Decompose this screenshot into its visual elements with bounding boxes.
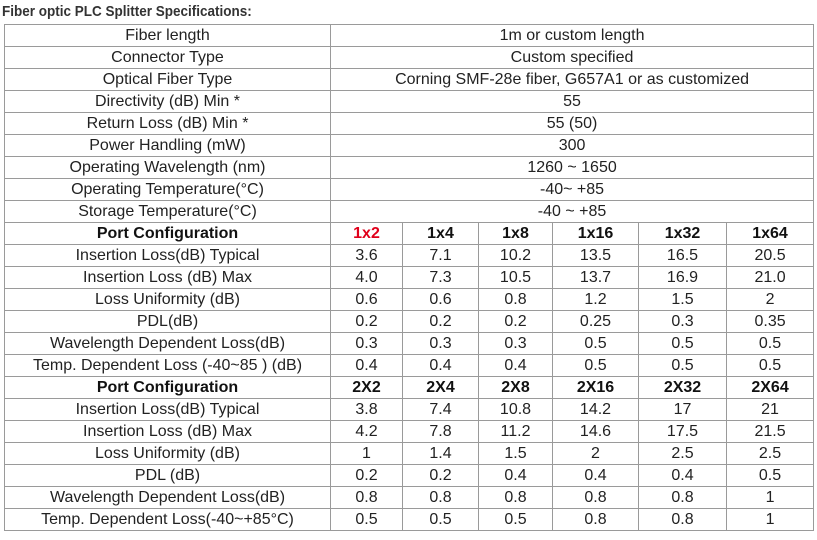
- spec-value: 10.5: [479, 267, 553, 289]
- spec-value: 0.6: [403, 289, 479, 311]
- spec-value: 21.5: [727, 421, 814, 443]
- spec-value: 1.5: [639, 289, 727, 311]
- port-header: 1x2: [331, 223, 403, 245]
- table-row: [5, 25, 814, 47]
- port-header: 2X64: [727, 377, 814, 399]
- spec-value: 0.4: [639, 465, 727, 487]
- spec-value: 7.1: [403, 245, 479, 267]
- table-row: [5, 421, 814, 443]
- spec-value: 17.5: [639, 421, 727, 443]
- spec-value: 1.2: [553, 289, 639, 311]
- spec-label: Fiber length: [5, 25, 331, 47]
- port-header: 1x64: [727, 223, 814, 245]
- table-row: [5, 179, 814, 201]
- port-header: 2X4: [403, 377, 479, 399]
- spec-value: 2: [727, 289, 814, 311]
- spec-value: 3.6: [331, 245, 403, 267]
- spec-value: 0.2: [479, 311, 553, 333]
- spec-value: 16.5: [639, 245, 727, 267]
- table-row: [5, 289, 814, 311]
- port-configuration-header-row: [5, 223, 814, 245]
- table-body: [5, 25, 814, 531]
- port-header: 2X16: [553, 377, 639, 399]
- spec-value: 4.0: [331, 267, 403, 289]
- spec-value: 0.2: [331, 311, 403, 333]
- page-title: Fiber optic PLC Splitter Specifications:: [2, 3, 252, 20]
- table-row: [5, 509, 814, 531]
- spec-value: 11.2: [479, 421, 553, 443]
- spec-label: Wavelength Dependent Loss(dB): [5, 333, 331, 355]
- spec-value: 300: [331, 135, 814, 157]
- table-row: [5, 399, 814, 421]
- table-row: [5, 201, 814, 223]
- spec-value: -40 ~ +85: [331, 201, 814, 223]
- spec-label: Insertion Loss(dB) Typical: [5, 245, 331, 267]
- spec-value: 0.5: [553, 355, 639, 377]
- spec-value: 21.0: [727, 267, 814, 289]
- spec-value: 0.8: [553, 487, 639, 509]
- spec-value: 0.4: [479, 355, 553, 377]
- table-row: [5, 355, 814, 377]
- port-header: 2X8: [479, 377, 553, 399]
- spec-value: 0.5: [403, 509, 479, 531]
- spec-value: 0.5: [727, 355, 814, 377]
- table-row: [5, 487, 814, 509]
- spec-value: 0.5: [639, 355, 727, 377]
- spec-value: 0.6: [331, 289, 403, 311]
- port-header: 1x32: [639, 223, 727, 245]
- spec-value: 0.8: [479, 487, 553, 509]
- spec-value: 13.5: [553, 245, 639, 267]
- spec-value: 0.2: [331, 465, 403, 487]
- spec-value: 2.5: [727, 443, 814, 465]
- table-row: [5, 135, 814, 157]
- specifications-table: [4, 24, 814, 531]
- spec-label: Temp. Dependent Loss (-40~85 ) (dB): [5, 355, 331, 377]
- spec-value: 7.3: [403, 267, 479, 289]
- table-row: [5, 465, 814, 487]
- port-header: 2X32: [639, 377, 727, 399]
- spec-label: Connector Type: [5, 47, 331, 69]
- spec-value: 0.2: [403, 311, 479, 333]
- table-row: [5, 157, 814, 179]
- spec-value: 14.2: [553, 399, 639, 421]
- table-row: [5, 267, 814, 289]
- spec-label: Storage Temperature(°C): [5, 201, 331, 223]
- spec-label: Operating Temperature(°C): [5, 179, 331, 201]
- spec-value: 3.8: [331, 399, 403, 421]
- spec-value: 0.35: [727, 311, 814, 333]
- spec-label: Directivity (dB) Min *: [5, 91, 331, 113]
- table-row: [5, 311, 814, 333]
- spec-label: Loss Uniformity (dB): [5, 443, 331, 465]
- table-row: [5, 47, 814, 69]
- table-row: [5, 333, 814, 355]
- spec-value: 16.9: [639, 267, 727, 289]
- spec-value: 2: [553, 443, 639, 465]
- spec-value: 10.2: [479, 245, 553, 267]
- port-header: 1x16: [553, 223, 639, 245]
- spec-value: 0.5: [479, 509, 553, 531]
- table-row: [5, 91, 814, 113]
- spec-label: PDL (dB): [5, 465, 331, 487]
- spec-label: Insertion Loss(dB) Typical: [5, 399, 331, 421]
- port-header: 1x8: [479, 223, 553, 245]
- spec-value: 2.5: [639, 443, 727, 465]
- spec-value: 0.5: [331, 509, 403, 531]
- spec-value: 0.3: [331, 333, 403, 355]
- spec-label: Loss Uniformity (dB): [5, 289, 331, 311]
- spec-value: 1: [727, 509, 814, 531]
- port-configuration-label: Port Configuration: [5, 223, 331, 245]
- spec-value: 1: [727, 487, 814, 509]
- port-configuration-label: Port Configuration: [5, 377, 331, 399]
- spec-value: 10.8: [479, 399, 553, 421]
- spec-value: 55 (50): [331, 113, 814, 135]
- spec-value: Corning SMF-28e fiber, G657A1 or as customized: [331, 69, 814, 91]
- spec-value: 0.25: [553, 311, 639, 333]
- spec-value: Custom specified: [331, 47, 814, 69]
- spec-value: 1.5: [479, 443, 553, 465]
- table-row: [5, 69, 814, 91]
- spec-value: 1: [331, 443, 403, 465]
- spec-value: 21: [727, 399, 814, 421]
- spec-label: Optical Fiber Type: [5, 69, 331, 91]
- table-row: [5, 245, 814, 267]
- port-header: 2X2: [331, 377, 403, 399]
- spec-label: Insertion Loss (dB) Max: [5, 421, 331, 443]
- spec-value: 7.4: [403, 399, 479, 421]
- spec-value: 1.4: [403, 443, 479, 465]
- spec-value: 0.5: [727, 465, 814, 487]
- spec-value: 0.3: [479, 333, 553, 355]
- spec-label: Wavelength Dependent Loss(dB): [5, 487, 331, 509]
- spec-value: 13.7: [553, 267, 639, 289]
- spec-value: 0.8: [639, 487, 727, 509]
- spec-value: 0.4: [479, 465, 553, 487]
- spec-value: 0.4: [331, 355, 403, 377]
- spec-value: 0.4: [553, 465, 639, 487]
- spec-value: 0.8: [639, 509, 727, 531]
- spec-value: 55: [331, 91, 814, 113]
- spec-label: Return Loss (dB) Min *: [5, 113, 331, 135]
- spec-value: 0.2: [403, 465, 479, 487]
- spec-label: PDL(dB): [5, 311, 331, 333]
- spec-value: 0.5: [727, 333, 814, 355]
- spec-value: 0.5: [553, 333, 639, 355]
- spec-value: 0.4: [403, 355, 479, 377]
- spec-value: 4.2: [331, 421, 403, 443]
- port-configuration-header-row: [5, 377, 814, 399]
- spec-value: 1m or custom length: [331, 25, 814, 47]
- table-row: [5, 113, 814, 135]
- spec-label: Power Handling (mW): [5, 135, 331, 157]
- table-row: [5, 443, 814, 465]
- spec-value: 17: [639, 399, 727, 421]
- spec-value: 1260 ~ 1650: [331, 157, 814, 179]
- port-header: 1x4: [403, 223, 479, 245]
- spec-value: 0.8: [553, 509, 639, 531]
- spec-value: 0.8: [403, 487, 479, 509]
- spec-value: 7.8: [403, 421, 479, 443]
- spec-value: 0.8: [479, 289, 553, 311]
- spec-label: Insertion Loss (dB) Max: [5, 267, 331, 289]
- spec-label: Temp. Dependent Loss(-40~+85°C): [5, 509, 331, 531]
- spec-value: 0.5: [639, 333, 727, 355]
- spec-value: 20.5: [727, 245, 814, 267]
- spec-value: 0.3: [639, 311, 727, 333]
- spec-value: 0.3: [403, 333, 479, 355]
- spec-label: Operating Wavelength (nm): [5, 157, 331, 179]
- spec-value: 14.6: [553, 421, 639, 443]
- spec-value: 0.8: [331, 487, 403, 509]
- spec-value: -40~ +85: [331, 179, 814, 201]
